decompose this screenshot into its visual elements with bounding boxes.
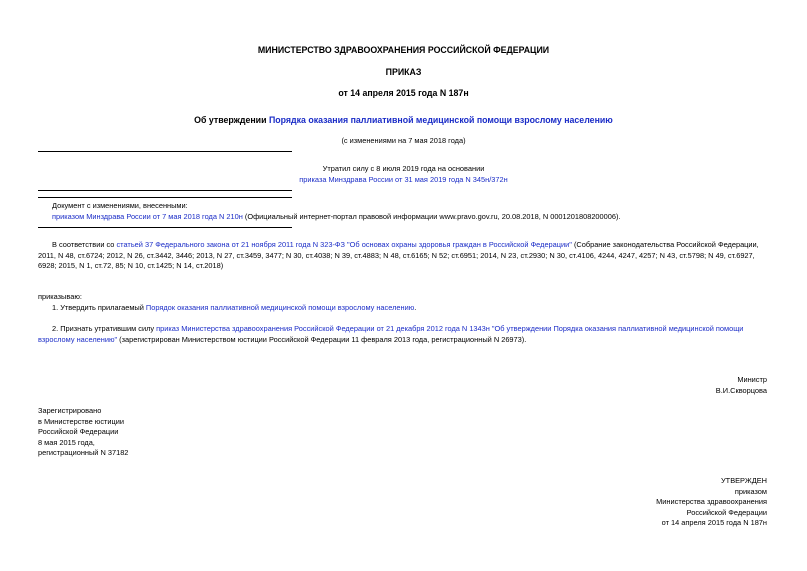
divider xyxy=(38,151,292,152)
signature-role: Министр xyxy=(737,375,767,384)
prikazyvayu-text: приказываю: xyxy=(38,292,82,301)
amendments-note: (с изменениями на 7 мая 2018 года) xyxy=(341,136,466,145)
changes-link[interactable]: приказом Минздрава России от 7 мая 2018 года N 210н xyxy=(52,212,243,221)
divider xyxy=(38,190,292,191)
signature-name: В.И.Скворцова xyxy=(715,386,767,395)
divider xyxy=(38,197,292,198)
approved-line: УТВЕРЖДЕН xyxy=(720,476,767,485)
preamble-paragraph xyxy=(38,240,773,272)
item2-start: 2. Признать утратившим силу xyxy=(52,324,157,333)
item1-link[interactable]: Порядок оказания паллиативной медицинской помощи взрослому населению xyxy=(145,303,415,312)
registration-line: регистрационный N 37182 xyxy=(38,448,129,457)
approved-line: от 14 апреля 2015 года N 187н xyxy=(661,518,767,527)
preamble-start: В соответствии со xyxy=(52,240,117,249)
item1-end: . xyxy=(414,303,417,312)
changes-label: Документ с изменениями, внесенными: xyxy=(52,201,188,210)
registration-block xyxy=(38,406,128,459)
item1-start: 1. Утвердить прилагаемый xyxy=(52,303,146,312)
item2-link[interactable]: приказ Министерства здравоохранения Российской Федерации от 21 декабря 2012 года N 1343н "Об утверждении Порядка оказания паллиативной медицинской помощи взрослому населению" xyxy=(38,324,744,344)
invalid-notice-link-wrap xyxy=(0,175,807,186)
ministry-heading: МИНИСТЕРСТВО ЗДРАВООХРАНЕНИЯ РОССИЙСКОЙ ФЕДЕРАЦИИ xyxy=(257,45,550,55)
changes-line xyxy=(52,212,787,223)
approved-line: Министерства здравоохранения xyxy=(656,497,767,506)
doc-title xyxy=(0,115,807,126)
approved-line: Российской Федерации xyxy=(686,507,767,517)
divider xyxy=(38,227,292,228)
preamble-law-link[interactable]: статьей 37 Федерального закона от 21 ноября 2011 года N 323-ФЗ "Об основах охраны здоровья граждан в Российской Федерации" xyxy=(116,240,572,249)
doc-title-link[interactable]: Порядка оказания паллиативной медицинской помощи взрослому населению xyxy=(268,115,613,125)
registration-line: Зарегистрировано xyxy=(38,406,102,415)
approved-block xyxy=(656,476,767,529)
preamble-rest: (Собрание законодательства Российской Федерации, 2011, N 48, ст.6724; 2012, N 26, ст.3442, 3446; 2013, N 27, ст.3459, 3477; N 30, ст.4038; N 39, ст.4883; N 48, ст.6165; N 52; ст.6951; 2014, N 23, ст.2930; N 30, ст.4106, 4244, 4247, 4257; N 43, ст.5798; N 49, ст.6927, 6928; 2015, N 1, ст.72, 85; N 10, ст.1425; N 14, ст.2018) xyxy=(38,240,759,270)
registration-line: в Министерстве юстиции xyxy=(38,416,125,426)
doc-title-prefix: Об утверждении xyxy=(194,115,269,125)
invalid-notice-link[interactable]: приказа Минздрава России от 31 мая 2019 года N 345н/372н xyxy=(299,175,508,184)
item2-end: (зарегистрирован Министерством юстиции Российской Федерации 11 февраля 2013 года, регистрационный N 26973). xyxy=(117,334,527,344)
invalid-notice-text: Утратил силу с 8 июля 2019 года на основании xyxy=(322,164,485,173)
order-item-1 xyxy=(38,303,773,314)
doc-type-heading: ПРИКАЗ xyxy=(385,67,422,77)
doc-date-number: от 14 апреля 2015 года N 187н xyxy=(338,88,469,98)
registration-line: Российской Федерации xyxy=(38,427,119,436)
changes-text: (Официальный интернет-портал правовой информации www.pravo.gov.ru, 20.08.2018, N 0001201808200006). xyxy=(242,212,621,221)
approved-line: приказом xyxy=(734,486,767,496)
order-item-2 xyxy=(38,324,773,345)
registration-line: 8 мая 2015 года, xyxy=(38,437,95,447)
